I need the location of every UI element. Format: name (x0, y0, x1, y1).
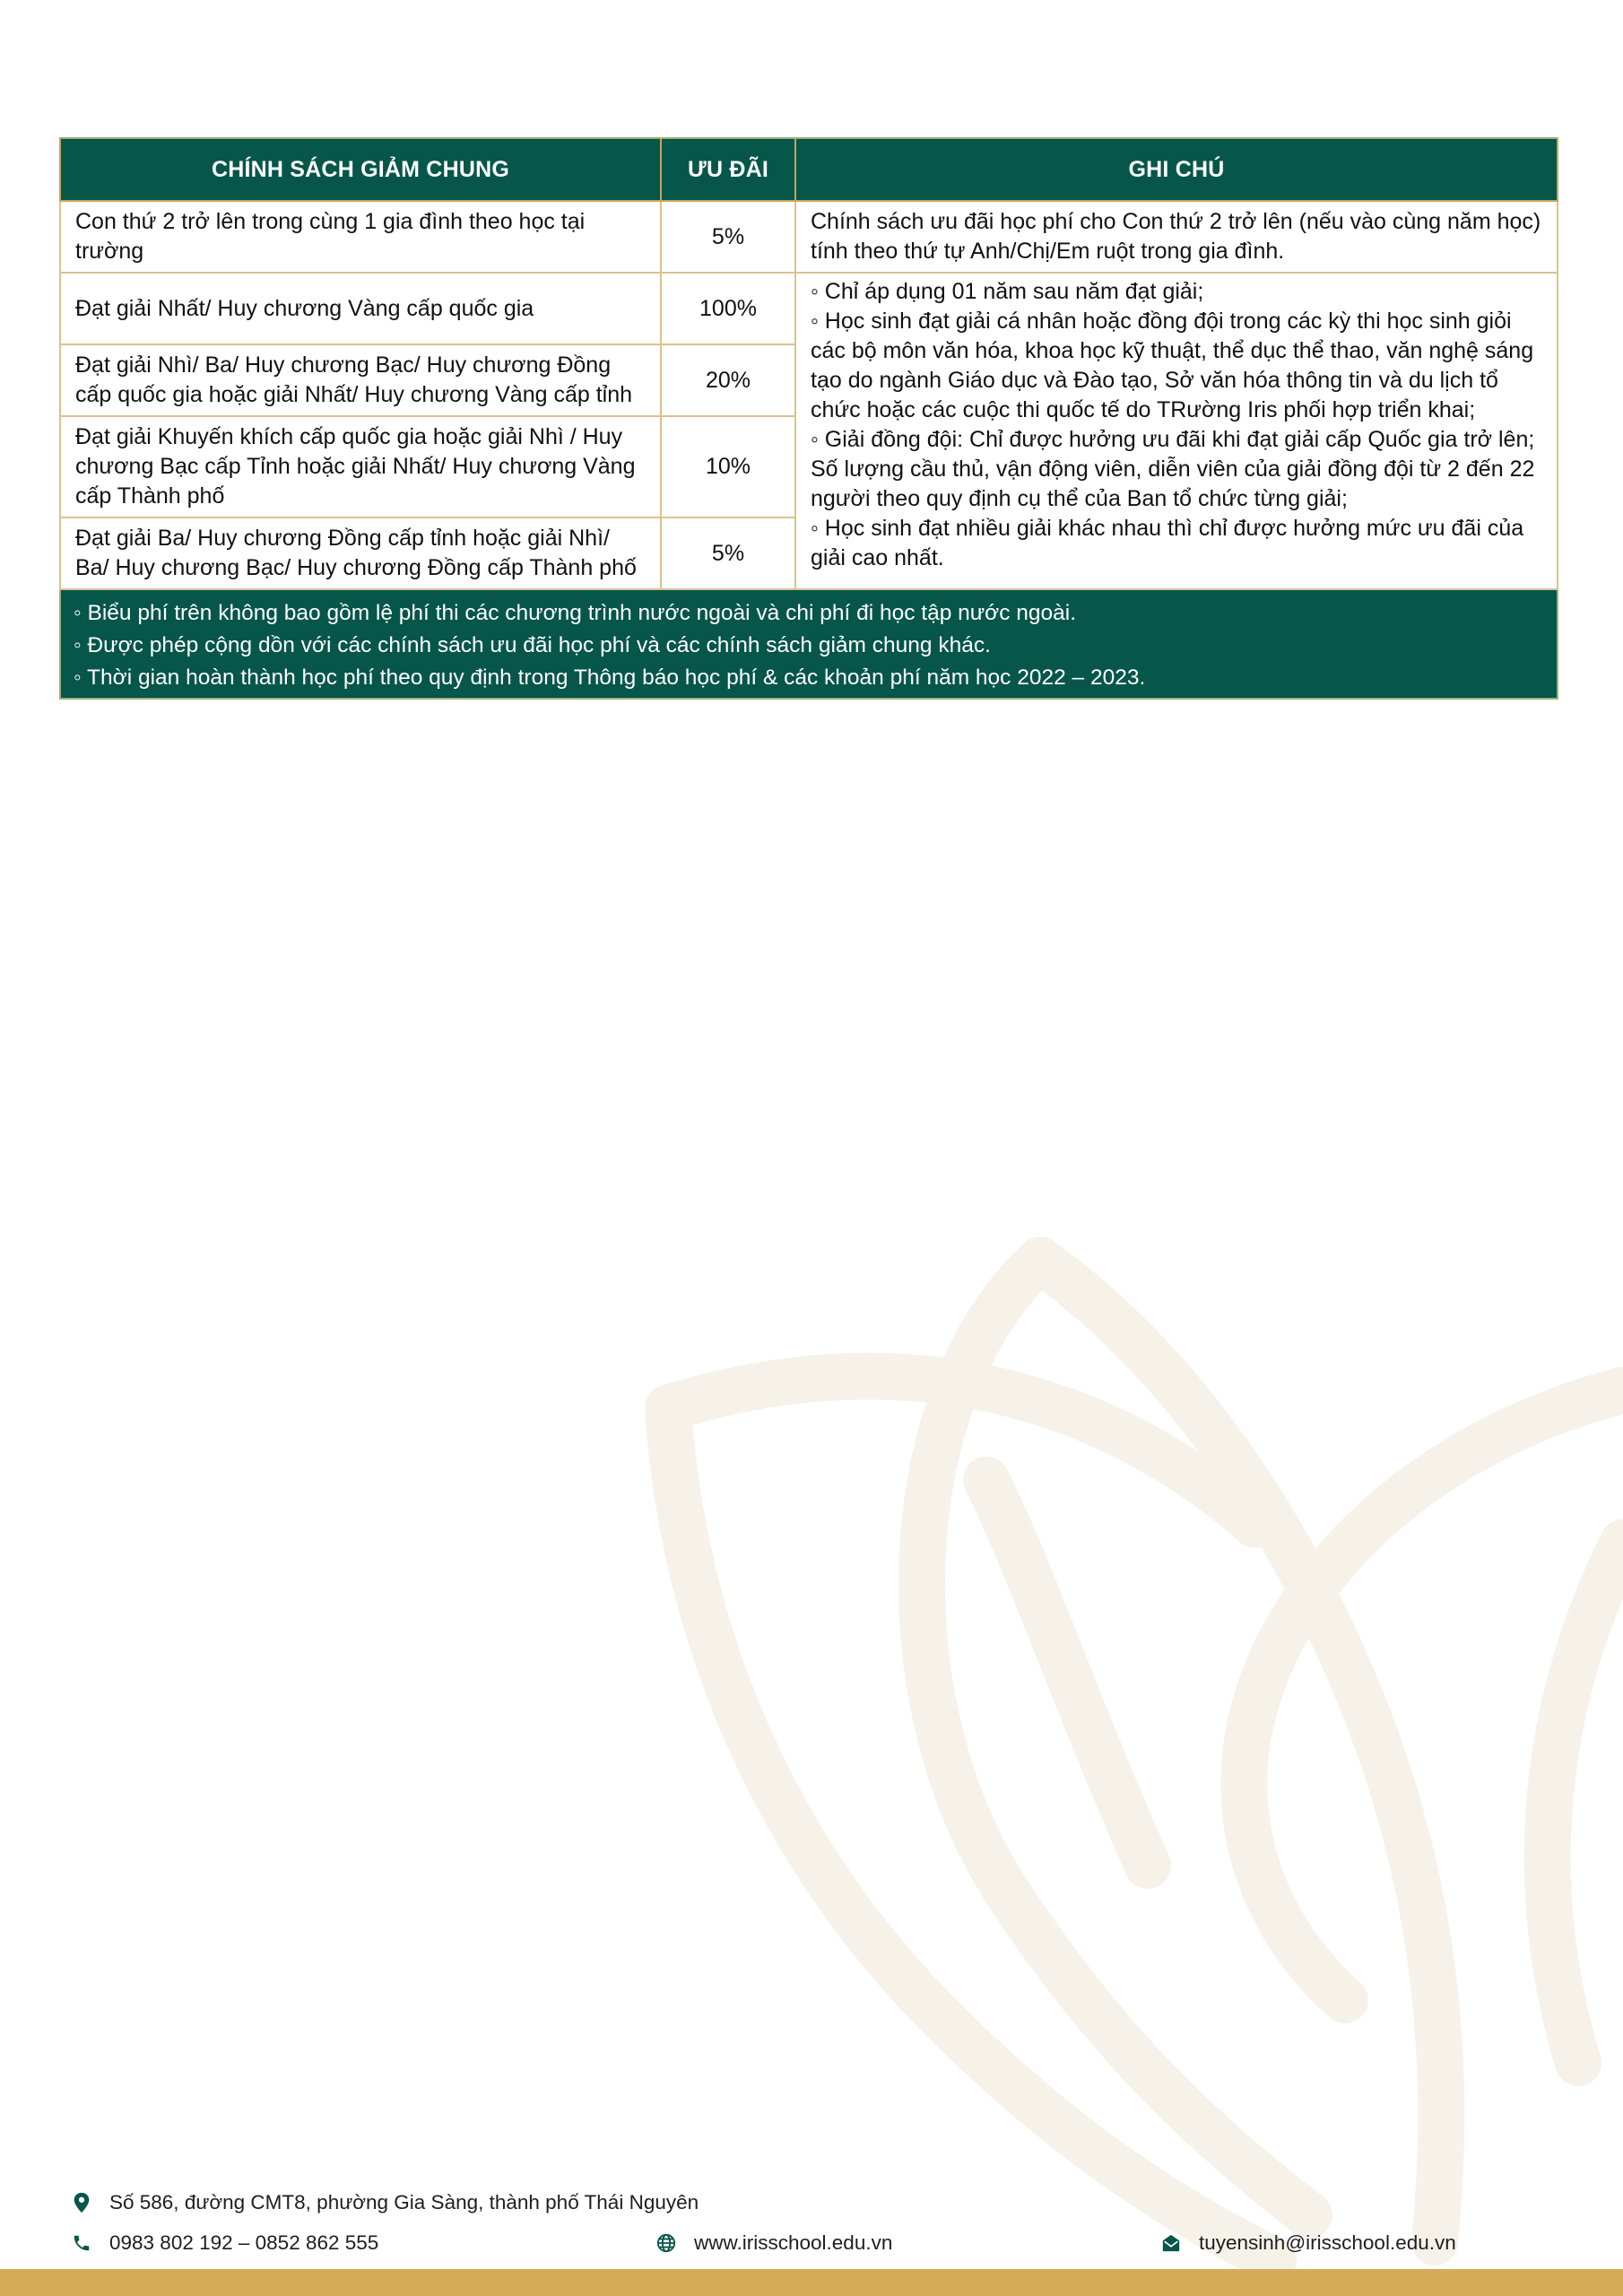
table-header-row (60, 138, 1558, 201)
bottom-gold-bar (0, 2269, 1623, 2296)
contact-email (1161, 2231, 1456, 2255)
discount-cell: 5% (661, 517, 795, 589)
phone-icon (72, 2232, 91, 2254)
header-discount: ƯU ĐÃI (661, 138, 795, 201)
contact-address (72, 2191, 699, 2214)
envelope-icon (1161, 2232, 1181, 2254)
header-note: GHI CHÚ (795, 138, 1558, 201)
discount-cell: 5% (661, 201, 795, 273)
discount-cell: 100% (661, 273, 795, 344)
phone-text[interactable]: 0983 802 192 – 0852 862 555 (109, 2231, 379, 2254)
policy-cell: Đạt giải Nhất/ Huy chương Vàng cấp quốc gia (60, 273, 661, 344)
contact-website (656, 2231, 892, 2255)
table-row (60, 201, 1558, 273)
discount-policy-table (59, 137, 1558, 700)
header-policy: CHÍNH SÁCH GIẢM CHUNG (60, 138, 661, 201)
map-pin-icon (72, 2192, 91, 2213)
policy-cell: Đạt giải Khuyến khích cấp quốc gia hoặc giải Nhì / Huy chương Bạc cấp Tỉnh hoặc giải Nhất/ Huy chương Vàng cấp Thành phố (60, 416, 661, 517)
table-footer-row (60, 589, 1558, 699)
award-note-line: ◦ Chỉ áp dụng 01 năm sau năm đạt giải; (811, 279, 1204, 304)
policy-cell: Đạt giải Nhì/ Ba/ Huy chương Bạc/ Huy chương Đồng cấp quốc gia hoặc giải Nhất/ Huy chương Vàng cấp tỉnh (60, 344, 661, 416)
address-text: Số 586, đường CMT8, phường Gia Sàng, thành phố Thái Nguyên (109, 2191, 699, 2213)
website-link[interactable]: www.irisschool.edu.vn (694, 2231, 893, 2254)
email-link[interactable]: tuyensinh@irisschool.edu.vn (1199, 2231, 1456, 2254)
note-line: Chính sách ưu đãi học phí cho Con thứ 2 trở lên (nếu vào cùng năm học) tính theo thứ tự Anh/Chị/Em ruột trong gia đình. (811, 209, 1541, 264)
policy-cell: Con thứ 2 trở lên trong cùng 1 gia đình theo học tại trường (60, 201, 661, 273)
footer-note-line: ◦ Biểu phí trên không bao gồm lệ phí thi các chương trình nước ngoài và chi phí đi học tập nước ngoài. (74, 601, 1077, 625)
globe-icon (656, 2232, 676, 2254)
award-note-line: ◦ Học sinh đạt nhiều giải khác nhau thì chỉ được hưởng mức ưu đãi của giải cao nhất. (811, 516, 1524, 570)
note-cell (795, 201, 1558, 273)
award-note-cell (795, 273, 1558, 589)
table-row (60, 273, 1558, 344)
footer-note-line: ◦ Được phép cộng dồn với các chính sách ưu đãi học phí và các chính sách giảm chung khác. (74, 633, 991, 657)
footer-note-line: ◦ Thời gian hoàn thành học phí theo quy định trong Thông báo học phí & các khoản phí năm học 2022 – 2023. (74, 665, 1146, 690)
award-note-line: ◦ Học sinh đạt giải cá nhân hoặc đồng đội trong các kỳ thi học sinh giỏi các bộ môn văn hóa, khoa học kỹ thuật, thể dục thể thao, văn nghệ sáng tạo do ngành Giáo dục và Đào tạo, Sở văn hóa thông tin và du lịch tổ chức hoặc các cuộc thi quốc tế do TRường Iris phối hợp triển khai; (811, 309, 1534, 422)
discount-cell: 20% (661, 344, 795, 416)
award-note-line: ◦ Giải đồng đội: Chỉ được hưởng ưu đãi khi đạt giải cấp Quốc gia trở lên; Số lượng cầu thủ, vận động viên, diễn viên của giải đồng đội từ 2 đến 22 người theo quy định cụ thể của Ban tổ chức từng giải; (811, 427, 1535, 511)
contact-phone (72, 2231, 378, 2255)
discount-cell: 10% (661, 416, 795, 517)
policy-cell: Đạt giải Ba/ Huy chương Đồng cấp tỉnh hoặc giải Nhì/ Ba/ Huy chương Bạc/ Huy chương Đồng cấp Thành phố (60, 517, 661, 589)
footer-notes-cell (60, 589, 1558, 699)
